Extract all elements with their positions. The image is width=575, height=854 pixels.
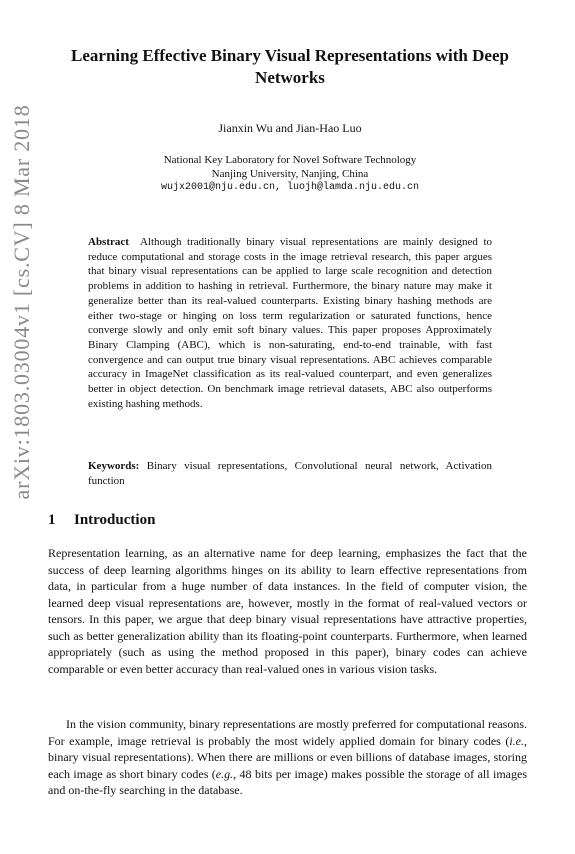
section-number: 1	[48, 512, 56, 528]
authors: Jianxin Wu and Jian-Hao Luo	[218, 121, 362, 135]
keywords-label: Keywords:	[88, 460, 140, 472]
intro-p2-part-c: , 48 bits per image) makes possible the storage of all images and on-the-fly searching in the database.	[48, 766, 527, 797]
affiliation-lab: National Key Laboratory for Novel Software Technology	[163, 154, 417, 166]
section-title: Introduction	[74, 512, 156, 528]
intro-p2-ie: i.e.	[509, 733, 524, 748]
abstract	[88, 235, 492, 411]
paper-title: Learning Effective Binary Visual Representations with Deep Networks	[71, 46, 509, 87]
abstract-label: Abstract	[88, 236, 129, 248]
intro-paragraph-1: Representation learning, as an alternative name for deep learning, emphasizes the fact that the success of deep learning algorithms hinges on its ability to learn effective representations from data, in particular from a huge number of data instances. In the field of computer vision, the learned deep visual representations are, however, mostly in the format of real-valued vectors or tensors. In this paper, we argue that deep binary visual representations have attractive properties, such as better generalization ability than its floating-point counterparts. Furthermore, when learned appropriately (such as using the method proposed in this paper), binary codes can achieve comparable or even better accuracy than real-valued ones in various vision tasks.	[48, 546, 527, 676]
keywords	[88, 459, 492, 488]
intro-p2-part-b: , binary visual representations). When there are millions or even billions of database images, storing each image as short binary codes (	[48, 733, 527, 781]
section-heading	[48, 512, 155, 529]
author-emails: wujx2001@nju.edu.cn, luojh@lamda.nju.edu.cn	[160, 182, 420, 193]
intro-paragraph-2	[48, 716, 527, 799]
abstract-text: Although traditionally binary visual representations are mainly designed to reduce computational and storage costs in the image retrieval research, this paper argues that binary visual representations can be applied to large scale recognition and detection problems in addition to hashing in retrieval. Furthermore, the binary nature may make it generalize better than its real-valued counterparts. Existing binary hashing methods are either two-stage or hinging on loss term regularization or saturated functions, hence converge slowly and only emit soft binary values. This paper proposes Approximately Binary Clamping (ABC), which is non-saturating, end-to-end trainable, with fast convergence and can output true binary visual representations. ABC achieves comparable accuracy in ImageNet classification as its real-valued counterpart, and even generalizes better in object detection. On benchmark image retrieval datasets, ABC also outperforms existing hashing methods.	[88, 236, 493, 410]
keywords-text: Binary visual representations, Convolutional neural network, Activation function	[88, 460, 492, 487]
intro-p2-part-a: In the vision community, binary representations are mostly preferred for computational reasons. For example, image retrieval is probably the most widely applied domain for binary codes (	[48, 717, 527, 748]
intro-p2-eg: e.g.	[215, 766, 234, 781]
affiliation	[70, 154, 510, 195]
affiliation-university: Nanjing University, Nanjing, China	[211, 167, 369, 180]
arxiv-identifier: arXiv:1803.03004v1 [cs.CV] 8 Mar 2018	[9, 104, 34, 500]
